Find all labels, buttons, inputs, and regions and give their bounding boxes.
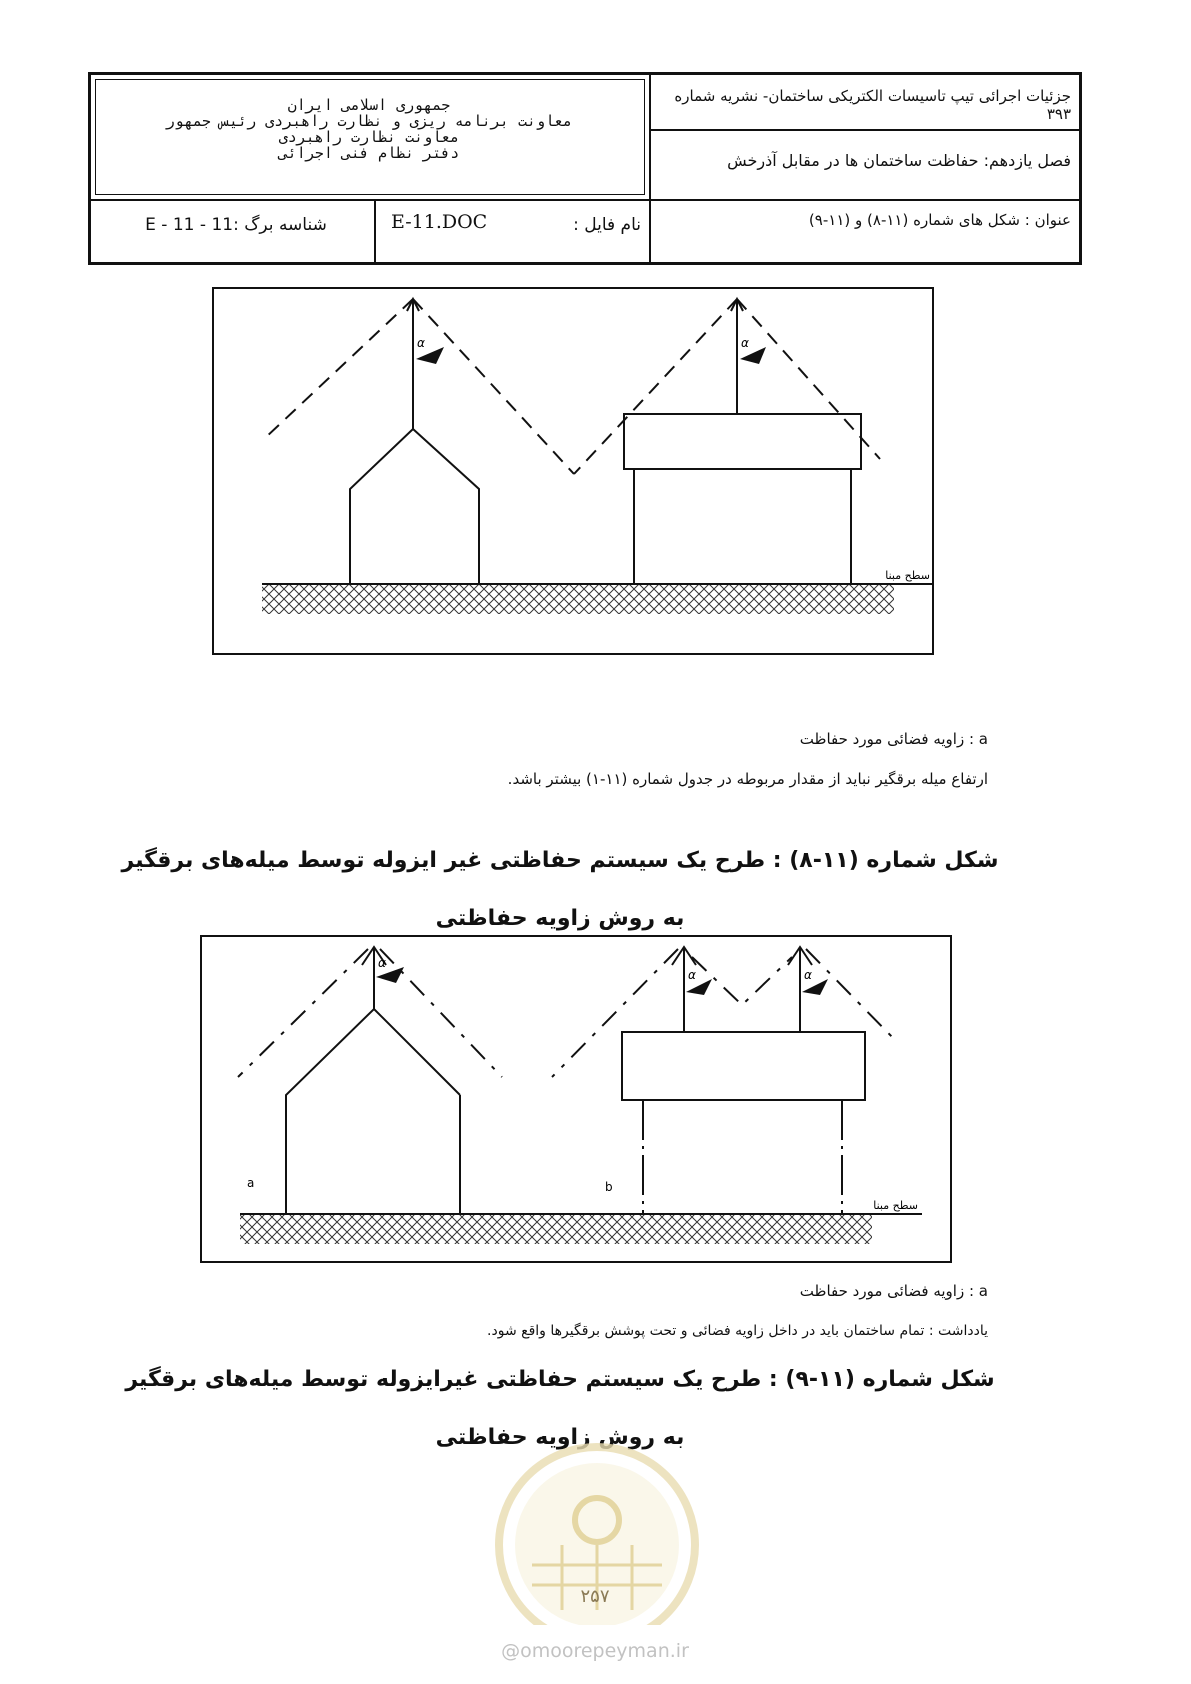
header-table [88, 72, 1082, 265]
building-right-body [634, 469, 851, 584]
chapter-title: فصل یازدهم: حفاظت ساختمان ها در مقابل آذرخش [727, 151, 1071, 170]
house-a-roof [286, 1009, 460, 1214]
figure-2-note-a [500, 1282, 988, 1300]
file-name-label: نام فایل : [573, 215, 641, 235]
angle-label-b1: α [688, 968, 696, 982]
figure-1-note-height: ارتفاع میله برقگیر نباید از مقدار مربوطه در جدول شماره (۱۱-۱) بیشتر باشد. [507, 770, 988, 788]
org-line-2: معاونت برنامه ریزی و نظارت راهبردی رئیس جمهور [165, 112, 573, 130]
website-watermark [480, 1640, 710, 1662]
org-line-4: دفتر نظام فنی اجرائی [278, 144, 460, 162]
figure-1-frame [212, 287, 934, 655]
figure-1-title-line1: شکل شماره (۱۱-۸) : طرح یک سیستم حفاظتی غیر ایزوله توسط میله‌های برقگیر [121, 848, 999, 873]
web-icon: @ [501, 1640, 521, 1662]
org-line-1: جمهوری اسلامی ایران [287, 96, 451, 114]
ground-hatch [262, 584, 894, 614]
angle-label-a: α [378, 956, 386, 970]
protection-b-left [552, 949, 678, 1077]
page-number: ۲۵۷ [580, 1586, 610, 1607]
figure-2-title-line2: به روش زاویه حفاظتی [435, 1425, 685, 1450]
header-divider-lower [374, 199, 376, 265]
file-name-value: E-11.DOC [391, 211, 488, 233]
angle-label-b2: α [804, 968, 812, 982]
note-a-key: a [978, 730, 988, 748]
note-a-text: : زاویه فضائی مورد حفاظت [799, 730, 975, 748]
ground-hatch [240, 1214, 872, 1244]
header-divider-right [649, 129, 1079, 131]
protection-line-left-a [264, 299, 413, 439]
protection-a-left [238, 949, 368, 1077]
note-a-text: : زاویه فضائی مورد حفاظت [799, 1282, 975, 1300]
note-a-key: a [978, 1282, 988, 1300]
figure-1-title-line2: به روش زاویه حفاظتی [435, 906, 685, 931]
header-divider-vertical [649, 75, 651, 265]
angle-label-left: α [417, 336, 425, 350]
publication-title: جزئیات اجرائی تیپ تاسیسات الکتریکی ساختمان- نشریه شماره ۳۹۳ [674, 87, 1071, 123]
protection-line-left-b [413, 299, 574, 474]
subject-title: عنوان : شکل های شماره (۱۱-۸) و (۱۱-۹) [808, 211, 1071, 229]
ground-label: سطح مبنا [873, 1199, 918, 1212]
org-line-3: معاونت نظارت راهبردی [278, 128, 460, 146]
angle-label-right: α [741, 336, 749, 350]
building-right-top [624, 414, 861, 469]
protection-a-right [380, 949, 502, 1077]
figure-2-note-remark: یادداشت : تمام ساختمان باید در داخل زاویه فضائی و تحت پوشش برقگیرها واقع شود. [487, 1323, 988, 1339]
protection-line-right-a [574, 299, 737, 474]
figure-2-frame [200, 935, 952, 1263]
header-divider-horizontal [91, 199, 1079, 201]
sheet-id: شناسه برگ :11 - 11 - E [145, 215, 327, 235]
building-b-roof [622, 1032, 865, 1100]
figure-2-title-line1: شکل شماره (۱۱-۹) : طرح یک سیستم حفاظتی غیرایزوله توسط میله‌های برقگیر [125, 1367, 995, 1392]
protection-b-right [806, 949, 897, 1042]
house-left [350, 429, 479, 584]
label-a: a [247, 1176, 255, 1190]
ground-label: سطح مبنا [885, 569, 930, 582]
label-b: b [605, 1180, 613, 1194]
protection-line-right-b [737, 299, 880, 459]
org-block [99, 97, 639, 161]
website-text: omoorepeyman.ir [520, 1640, 689, 1662]
figure-2-drawing [202, 937, 950, 1261]
figure-1-note-a [500, 730, 988, 748]
protection-b-middle [692, 957, 792, 1005]
figure-1-drawing [214, 289, 932, 653]
